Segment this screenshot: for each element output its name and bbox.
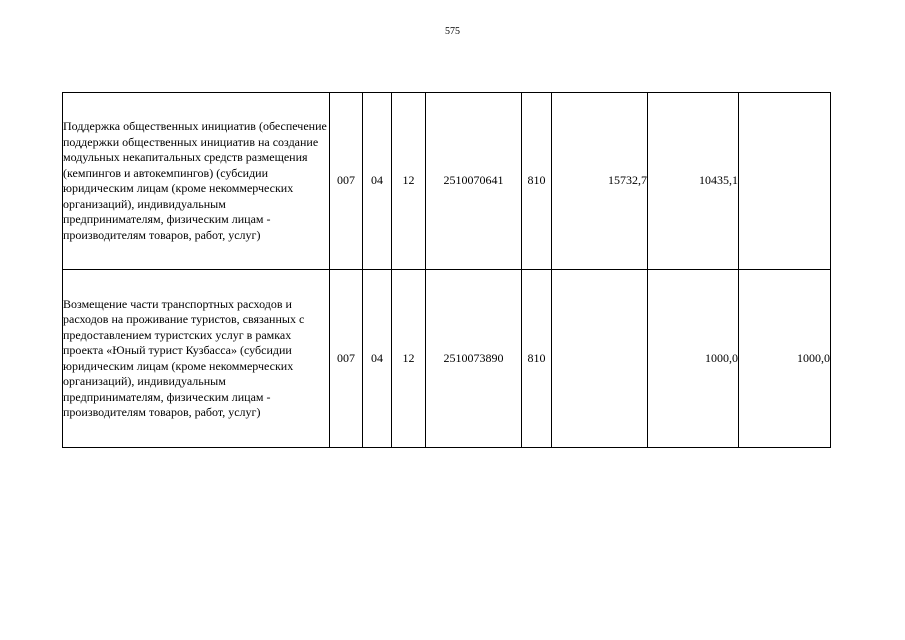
section-code-cell: 04	[363, 270, 392, 448]
page-number: 575	[445, 26, 460, 37]
table-row	[63, 93, 831, 270]
target-article-cell: 2510070641	[426, 93, 522, 270]
expense-type-cell: 810	[522, 270, 552, 448]
subsection-code-cell: 12	[392, 93, 426, 270]
row-description: Возмещение части транспортных расходов и расходов на проживание туристов, связанных с предоставлением туристских услуг в рамках проекта «Юный турист Кузбасса» (субсидии юридическим лицам (кроме некоммерческих организаций), индивидуальным предпринимателям, физическим лицам - производителям товаров, работ, услуг)	[63, 270, 330, 448]
budget-table	[62, 92, 831, 448]
amount-year-1-cell: 15732,7	[552, 93, 648, 270]
table-row	[63, 270, 831, 448]
amount-year-2-cell: 1000,0	[648, 270, 739, 448]
section-code-cell: 04	[363, 93, 392, 270]
amount-year-2-cell: 10435,1	[648, 93, 739, 270]
row-description: Поддержка общественных инициатив (обеспечение поддержки общественных инициатив на создание модульных некапитальных средств размещения (кемпингов и автокемпингов) (субсидии юридическим лицам (кроме некоммерческих организаций), индивидуальным предпринимателям, физическим лицам - производителям товаров, работ, услуг)	[63, 93, 330, 270]
ministry-code-cell: 007	[330, 93, 363, 270]
amount-year-3-cell: 1000,0	[739, 270, 831, 448]
target-article-cell: 2510073890	[426, 270, 522, 448]
expense-type-cell: 810	[522, 93, 552, 270]
ministry-code-cell: 007	[330, 270, 363, 448]
amount-year-3-cell	[739, 93, 831, 270]
amount-year-1-cell	[552, 270, 648, 448]
subsection-code-cell: 12	[392, 270, 426, 448]
